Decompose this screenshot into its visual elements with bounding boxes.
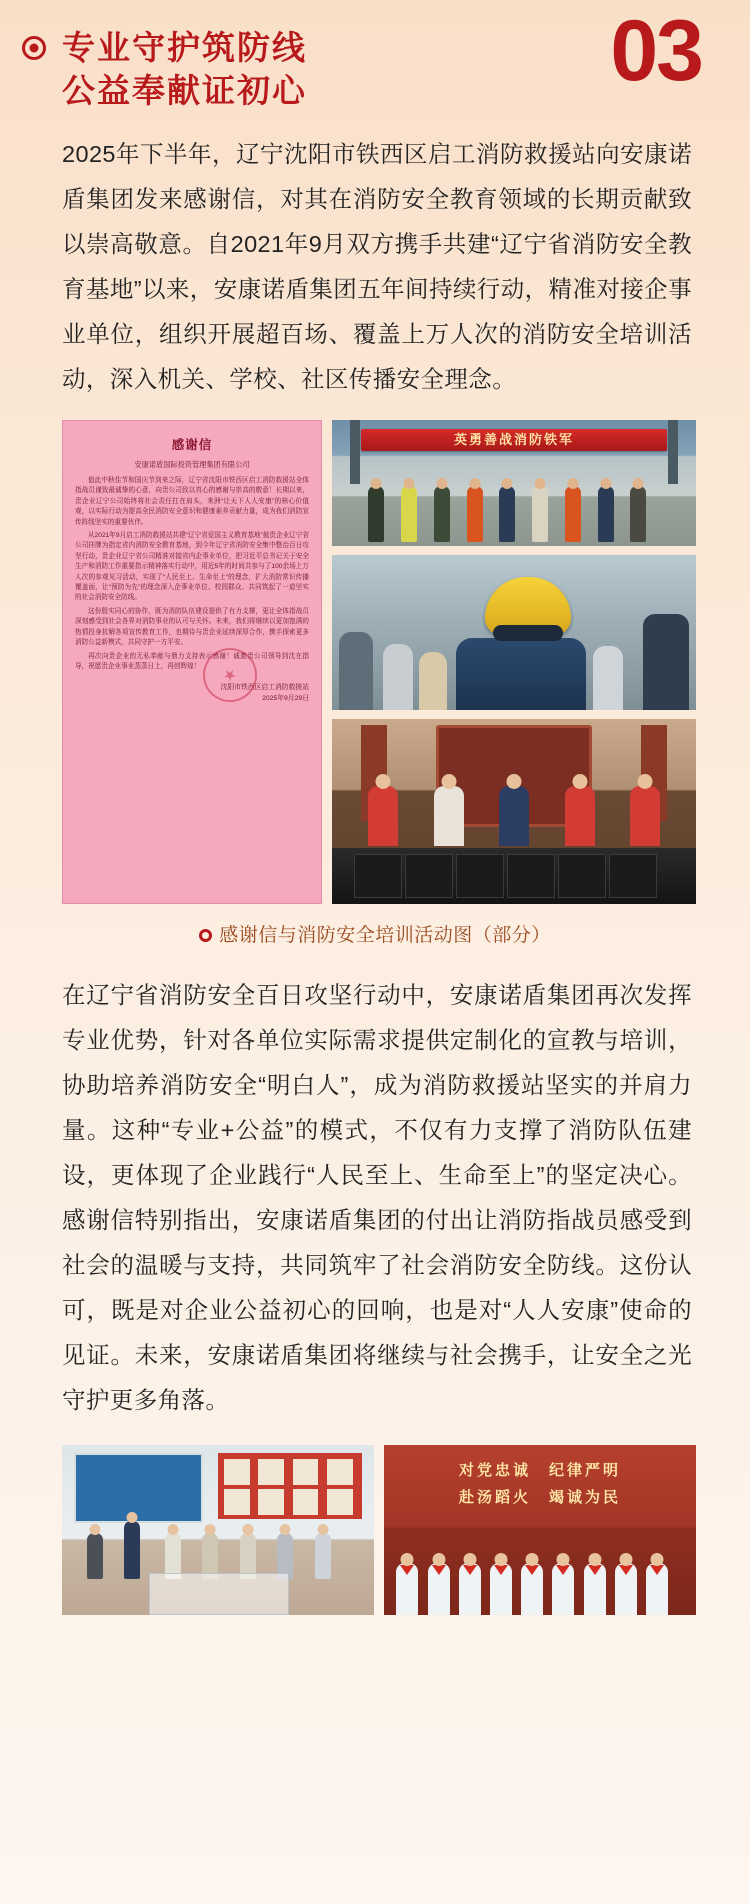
letter-paragraph: 值此中秋佳节和国庆节到来之际，辽宁省沈阳市铁西区启工消防救援站全体指战员谨致最诚挚的心意，向贵公司致以真心的感谢与崇高的敬意！长期以来，贵企业辽宁公司始终将社会责任扛在肩头，来洲“让天下人人安康”的核心价值观，以实际行动为提高全民消防安全意识和健康素养贡献力量，成为我们消防宣传阵线坚实的重要伙伴。 (75, 477, 309, 526)
figure (419, 652, 447, 710)
figure (428, 1563, 450, 1615)
figure (401, 486, 417, 542)
figure (565, 786, 595, 846)
display-screen-decor (74, 1453, 203, 1523)
thank-you-letter-image (62, 420, 322, 904)
figure (434, 486, 450, 542)
figure (646, 1563, 668, 1615)
letter-paragraph: 再次向贵企业的无私奉献与鼎力支持表示感谢！诚邀贵公司领导到沈在指导，祝愿贵企业事业蒸蒸日上，再创辉煌！ (75, 652, 309, 670)
figure (315, 1533, 331, 1579)
letter-body (75, 476, 309, 672)
figure (521, 1563, 543, 1615)
figure (532, 486, 548, 542)
letter-signature: 沈阳市铁西区启工消防救援站 (220, 684, 309, 692)
figure (615, 1563, 637, 1615)
figure (368, 486, 384, 542)
figure (643, 614, 689, 710)
figure-caption-text: 感谢信与消防安全培训活动图（部分） (219, 925, 551, 946)
figure (630, 486, 646, 542)
figure-group (332, 472, 696, 542)
page-title (62, 26, 307, 112)
figure (124, 1521, 140, 1579)
figure (383, 644, 413, 710)
figure (87, 1533, 103, 1579)
figure (584, 1563, 606, 1615)
media-row-top (62, 420, 696, 904)
figure (459, 1563, 481, 1615)
figure (396, 1563, 418, 1615)
photo-column (332, 420, 696, 904)
red-ring-bullet-icon (199, 929, 212, 942)
figure (630, 786, 660, 846)
section-number: 03 (610, 3, 702, 99)
figure (552, 1563, 574, 1615)
letter-title: 感谢信 (171, 438, 213, 452)
figure (467, 486, 483, 542)
figure (490, 1563, 512, 1615)
figure (368, 786, 398, 846)
figure (499, 486, 515, 542)
figure (434, 786, 464, 846)
photo-firefighter-team (332, 420, 696, 546)
photo-firefighter-with-children (332, 555, 696, 710)
display-case-decor (149, 1573, 288, 1615)
letter-signature-block (75, 682, 309, 704)
figure (339, 632, 373, 710)
title-line-2: 公益奉献证初心 (62, 72, 307, 109)
title-line-1: 专业守护筑防线 (62, 29, 307, 66)
letter-recipient: 安康诺盾国际投资管理集团有限公司 (134, 460, 250, 469)
figure (499, 786, 529, 846)
firefighter-uniform-decor (456, 638, 586, 710)
body-paragraph-2: 在辽宁省消防安全百日攻坚行动中，安康诺盾集团再次发挥专业优势，针对各单位实际需求提供定制化的宣教与培训，协助培养消防安全“明白人”，成为消防救援站坚实的并肩力量。这种“专业+公益”的模式，不仅有力支撑了消防队伍建设，更体现了企业践行“人民至上、生命至上”的坚定决心。感谢信特别指出，安康诺盾集团的付出让消防指战员感受到社会的温暖与支持，共同筑牢了社会消防安全防线。这份认可，既是对企业公益初心的回响，也是对“人人安康”使命的见证。未来，安康诺盾集团将继续与社会携手，让安全之光守护更多角落。 (62, 982, 692, 1413)
letter-paragraph: 从2021年9月启工消防救援站共建“辽宁省爱国主义教育基地”披贵企业辽宁省公司挂牌为指定省内消防安全教育基地，到今年辽宁省消防安全集中整治百日攻坚行动，贵企业辽宁省公司精准对接省内企事业单位，把习近平总书记关于安全生产和消防工作重要指示精神落实行动中，用近5年的时间共参与了100余场上万人次的参观见习活动，实现了“人民至上、生命至上”的理念，扩大消防常识传播覆盖面，让“预防为先”的理念深入企事业单位、校园群众、共同筑起了一道坚实的社会消防安全防线。 (75, 532, 309, 602)
article-header (0, 0, 750, 118)
photo-exhibition-tour (62, 1445, 374, 1615)
red-ring-bullet-icon (22, 36, 46, 60)
figure (565, 486, 581, 542)
body-paragraph-1: 2025年下半年，辽宁沈阳市铁西区启工消防救援站向安康诺盾集团发来感谢信，对其在消防安全教育领域的长期贡献致以崇高敬意。自2021年9月双方携手共建“辽宁省消防安全教育基地”以来，安康诺盾集团五年间持续行动，精准对接企事业单位，组织开展超百场、覆盖上万人次的消防安全培训活动，深入机关、学校、社区传播安全理念。 (62, 141, 692, 392)
letter-date: 2025年9月29日 (262, 695, 309, 703)
slogan-banner (403, 1457, 678, 1511)
figure-caption (0, 920, 750, 947)
photo-banner-text: 英勇善战消防铁军 (361, 429, 667, 451)
letter-paragraph: 这份殷实同心的协作，既为消防队伍建设提供了有力支撑，更让全体指战员深刻感受到社会各界对消防事业的认可与关怀。未来，我们将继续以更加饱满的热情投身抗解各项宣传教育工作，也期待与贵企业延续深厚合作，携手探索更多消防公益新模式，共同守护一方平安。 (75, 607, 309, 647)
wall-board-decor (218, 1453, 362, 1519)
equipment-boxes (332, 848, 696, 904)
photo-volunteer-donation (332, 719, 696, 904)
slogan-line-1: 对党忠诚 纪律严明 (458, 1462, 621, 1479)
figure (593, 646, 623, 710)
figure (598, 486, 614, 542)
slogan-line-2: 赴汤蹈火 竭诚为民 (458, 1489, 621, 1506)
media-row-bottom (62, 1445, 696, 1615)
photo-group-portrait (384, 1445, 696, 1615)
